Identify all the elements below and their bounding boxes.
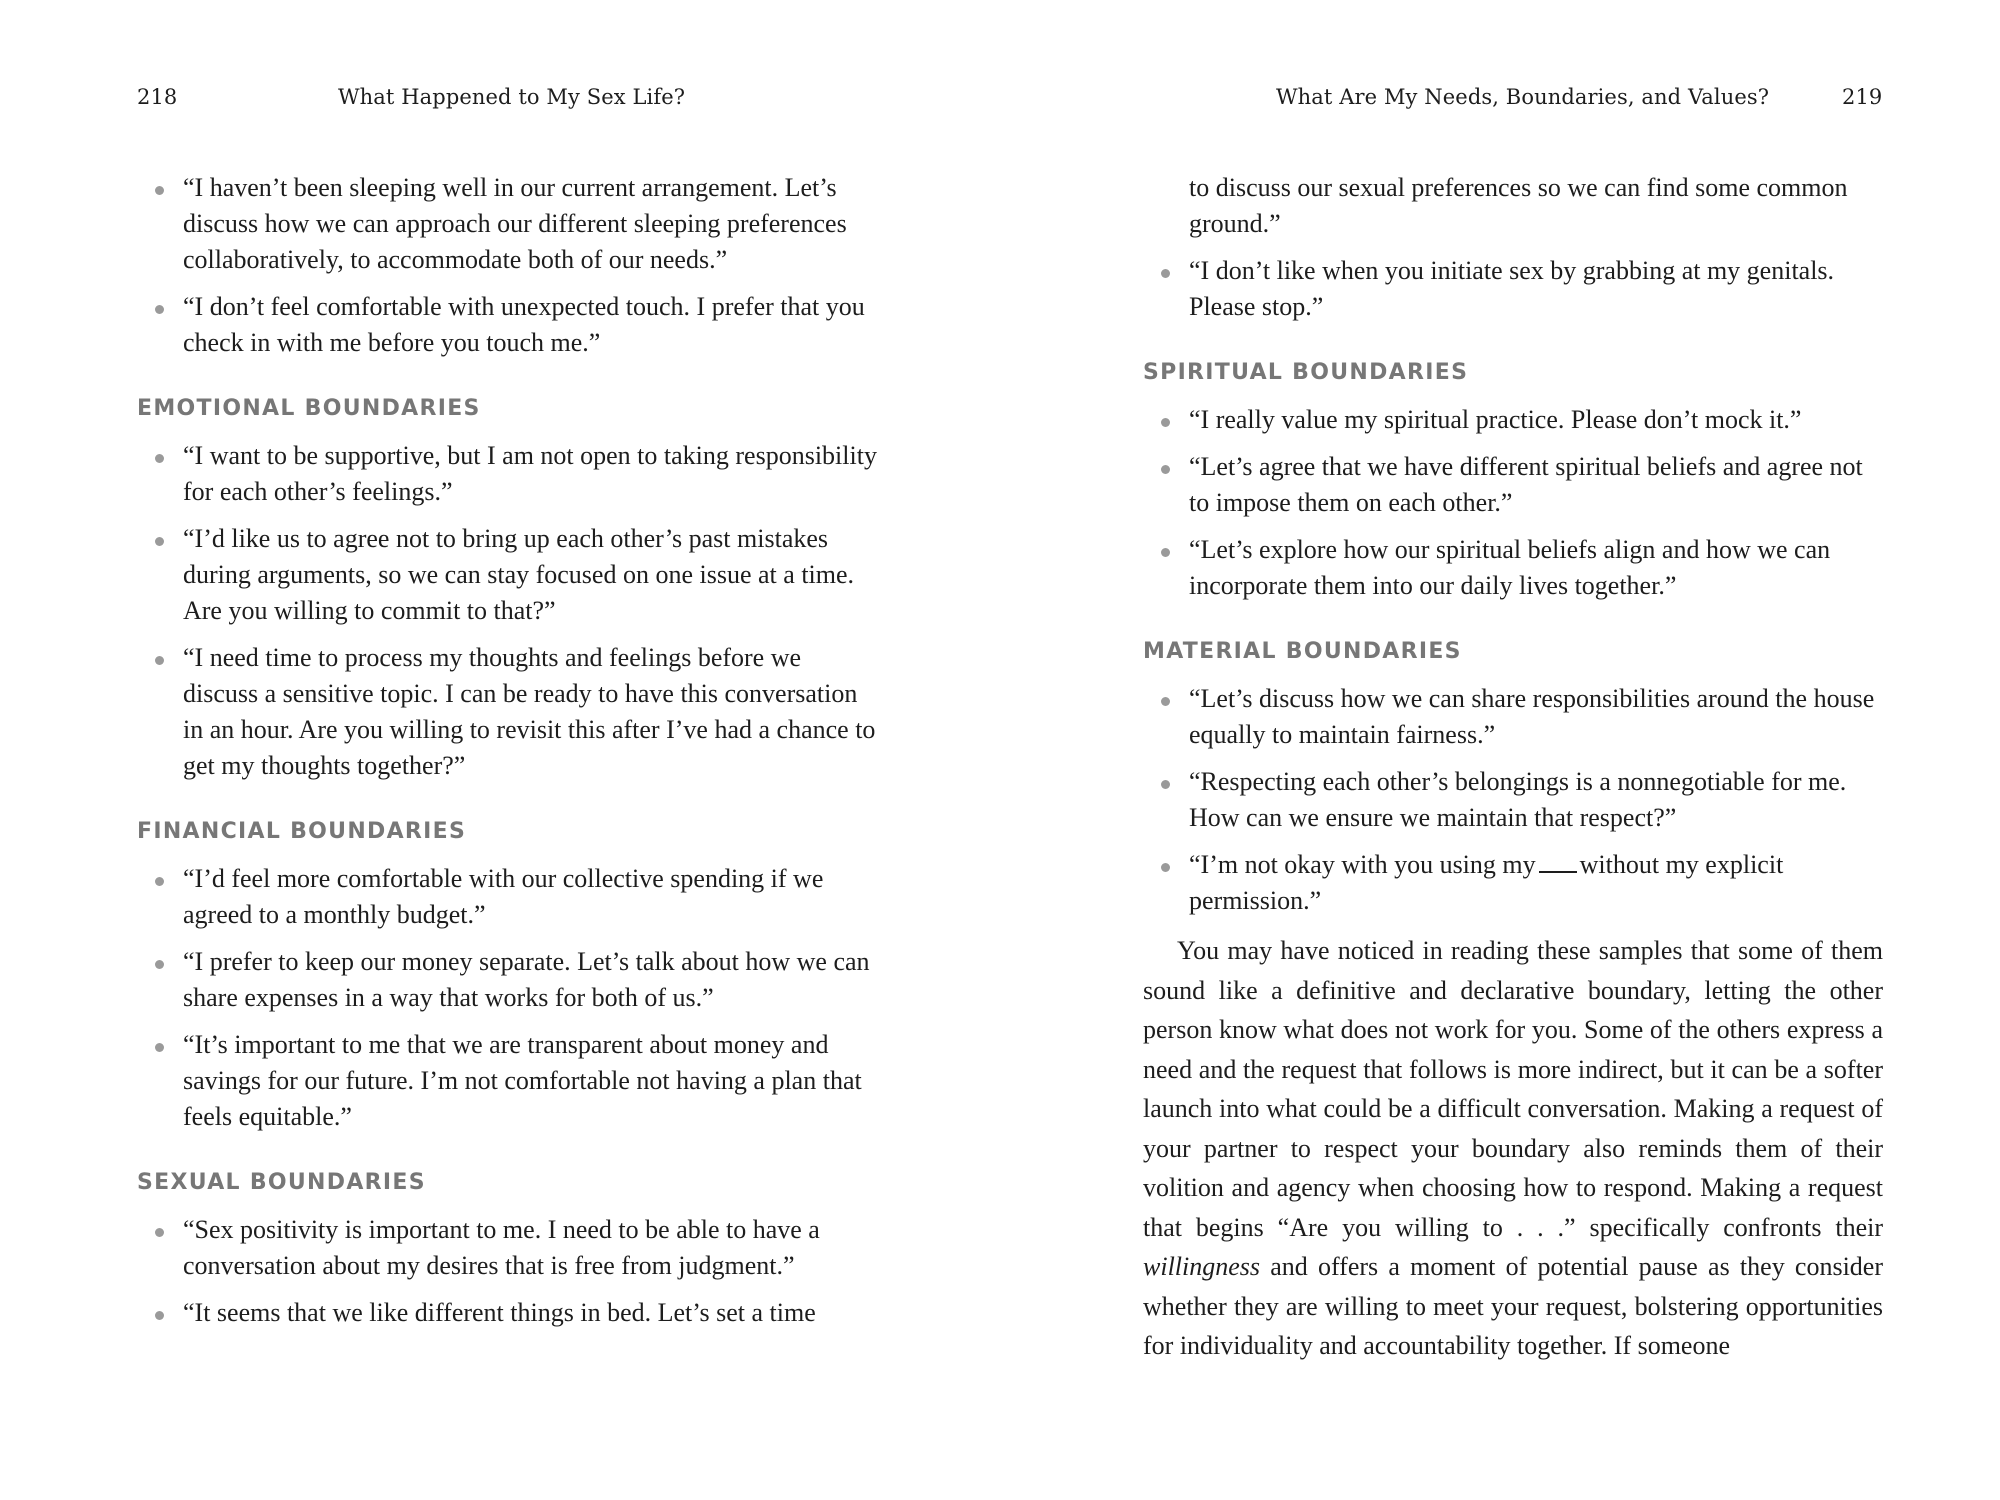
list-item: “It’s important to me that we are transparent about money and savings for our future. I’m not comfortable not having a plan that feels equitable.” <box>137 1027 877 1135</box>
left-running-title: What Happened to My Sex Life? <box>338 85 686 109</box>
list-item: “I’d feel more comfortable with our collective spending if we agreed to a monthly budget.” <box>137 861 877 933</box>
sexual-list <box>137 1212 877 1331</box>
emphasis-text: willingness <box>1143 1252 1261 1281</box>
bullet-icon <box>155 1311 164 1320</box>
sexual-list-continued <box>1143 253 1883 325</box>
bullet-icon <box>155 1043 164 1052</box>
list-item: “I want to be supportive, but I am not open to taking responsibility for each other’s feelings.” <box>137 438 877 510</box>
left-page-content <box>137 170 877 1342</box>
list-item: “Let’s discuss how we can share responsibilities around the house equally to maintain fairness.” <box>1143 681 1883 753</box>
list-item: “I don’t feel comfortable with unexpected touch. I prefer that you check in with me before you touch me.” <box>137 289 877 361</box>
financial-list <box>137 861 877 1135</box>
right-page-number: 219 <box>1842 85 1883 109</box>
bullet-icon <box>1161 697 1170 706</box>
bullet-icon <box>1161 269 1170 278</box>
continued-list-item: to discuss our sexual preferences so we can find some common ground.” <box>1189 173 1848 238</box>
bullet-icon <box>155 454 164 463</box>
list-item: “Respecting each other’s belongings is a nonnegotiable for me. How can we ensure we maintain that respect?” <box>1143 764 1883 836</box>
list-item: “I’d like us to agree not to bring up each other’s past mistakes during arguments, so we can stay focused on one issue at a time. Are you willing to commit to that?” <box>137 521 877 629</box>
list-item: “I haven’t been sleeping well in our current arrangement. Let’s discuss how we can approach our different sleeping preferences collaboratively, to accommodate both of our needs.” <box>137 170 877 278</box>
intro-list <box>137 170 877 361</box>
blank-item-before: “I’m not okay with you using my <box>1189 850 1536 879</box>
bullet-icon <box>155 305 164 314</box>
list-item: “Sex positivity is important to me. I need to be able to have a conversation about my desires that is free from judgment.” <box>137 1212 877 1284</box>
body-paragraph: You may have noticed in reading these samples that some of them sound like a definitive and declarative boundary, letting the other person know what does not work for you. Some of the others express a need and the request that follows is more indirect, but it can be a softer launch into what could be a difficult conversation. Making a request of your partner to respect your boundary also reminds them of their volition and agency when choosing how to respond. Making a request that begins “Are you willing to . . .” specifically confronts their willingness and offers a moment of potential pause as they consider whether they are willing to meet your request, bolstering opportunities for individuality and accountability together. If someone <box>1143 936 1883 1360</box>
fill-in-blank <box>1539 871 1577 873</box>
bullet-icon <box>1161 863 1170 872</box>
section-heading-sexual: SEXUAL BOUNDARIES <box>137 1170 426 1195</box>
bullet-icon <box>1161 548 1170 557</box>
section-heading-material: MATERIAL BOUNDARIES <box>1143 639 1462 664</box>
spiritual-list <box>1143 402 1883 604</box>
section-heading-financial: FINANCIAL BOUNDARIES <box>137 819 467 844</box>
left-page-number: 218 <box>137 85 178 109</box>
list-item: “I really value my spiritual practice. Please don’t mock it.” <box>1143 402 1883 438</box>
bullet-icon <box>155 877 164 886</box>
section-heading-spiritual: SPIRITUAL BOUNDARIES <box>1143 360 1469 385</box>
bullet-icon <box>1161 465 1170 474</box>
right-page <box>1000 0 2000 1500</box>
bullet-icon <box>1161 418 1170 427</box>
bullet-icon <box>155 537 164 546</box>
section-heading-emotional: EMOTIONAL BOUNDARIES <box>137 396 481 421</box>
list-item: “It seems that we like different things in bed. Let’s set a time <box>137 1295 877 1331</box>
bullet-icon <box>155 186 164 195</box>
emotional-list <box>137 438 877 784</box>
list-item: “I prefer to keep our money separate. Let’s talk about how we can share expenses in a way that works for both of us.” <box>137 944 877 1016</box>
list-item: “I don’t like when you initiate sex by grabbing at my genitals. Please stop.” <box>1143 253 1883 325</box>
bullet-icon <box>155 1228 164 1237</box>
list-item: “I need time to process my thoughts and feelings before we discuss a sensitive topic. I can be ready to have this conversation in an hour. Are you willing to revisit this after I’ve had a chance to get my thoughts together?” <box>137 640 877 784</box>
blank-item-after: without my explicit permission.” <box>1189 850 1784 915</box>
right-running-title: What Are My Needs, Boundaries, and Values? <box>1276 85 1770 109</box>
bullet-icon <box>1161 780 1170 789</box>
list-item <box>1143 847 1883 919</box>
right-page-content <box>1143 170 1883 1366</box>
bullet-icon <box>155 656 164 665</box>
list-item: “Let’s explore how our spiritual beliefs align and how we can incorporate them into our daily lives together.” <box>1143 532 1883 604</box>
bullet-icon <box>155 960 164 969</box>
material-list <box>1143 681 1883 919</box>
list-item: “Let’s agree that we have different spiritual beliefs and agree not to impose them on each other.” <box>1143 449 1883 521</box>
